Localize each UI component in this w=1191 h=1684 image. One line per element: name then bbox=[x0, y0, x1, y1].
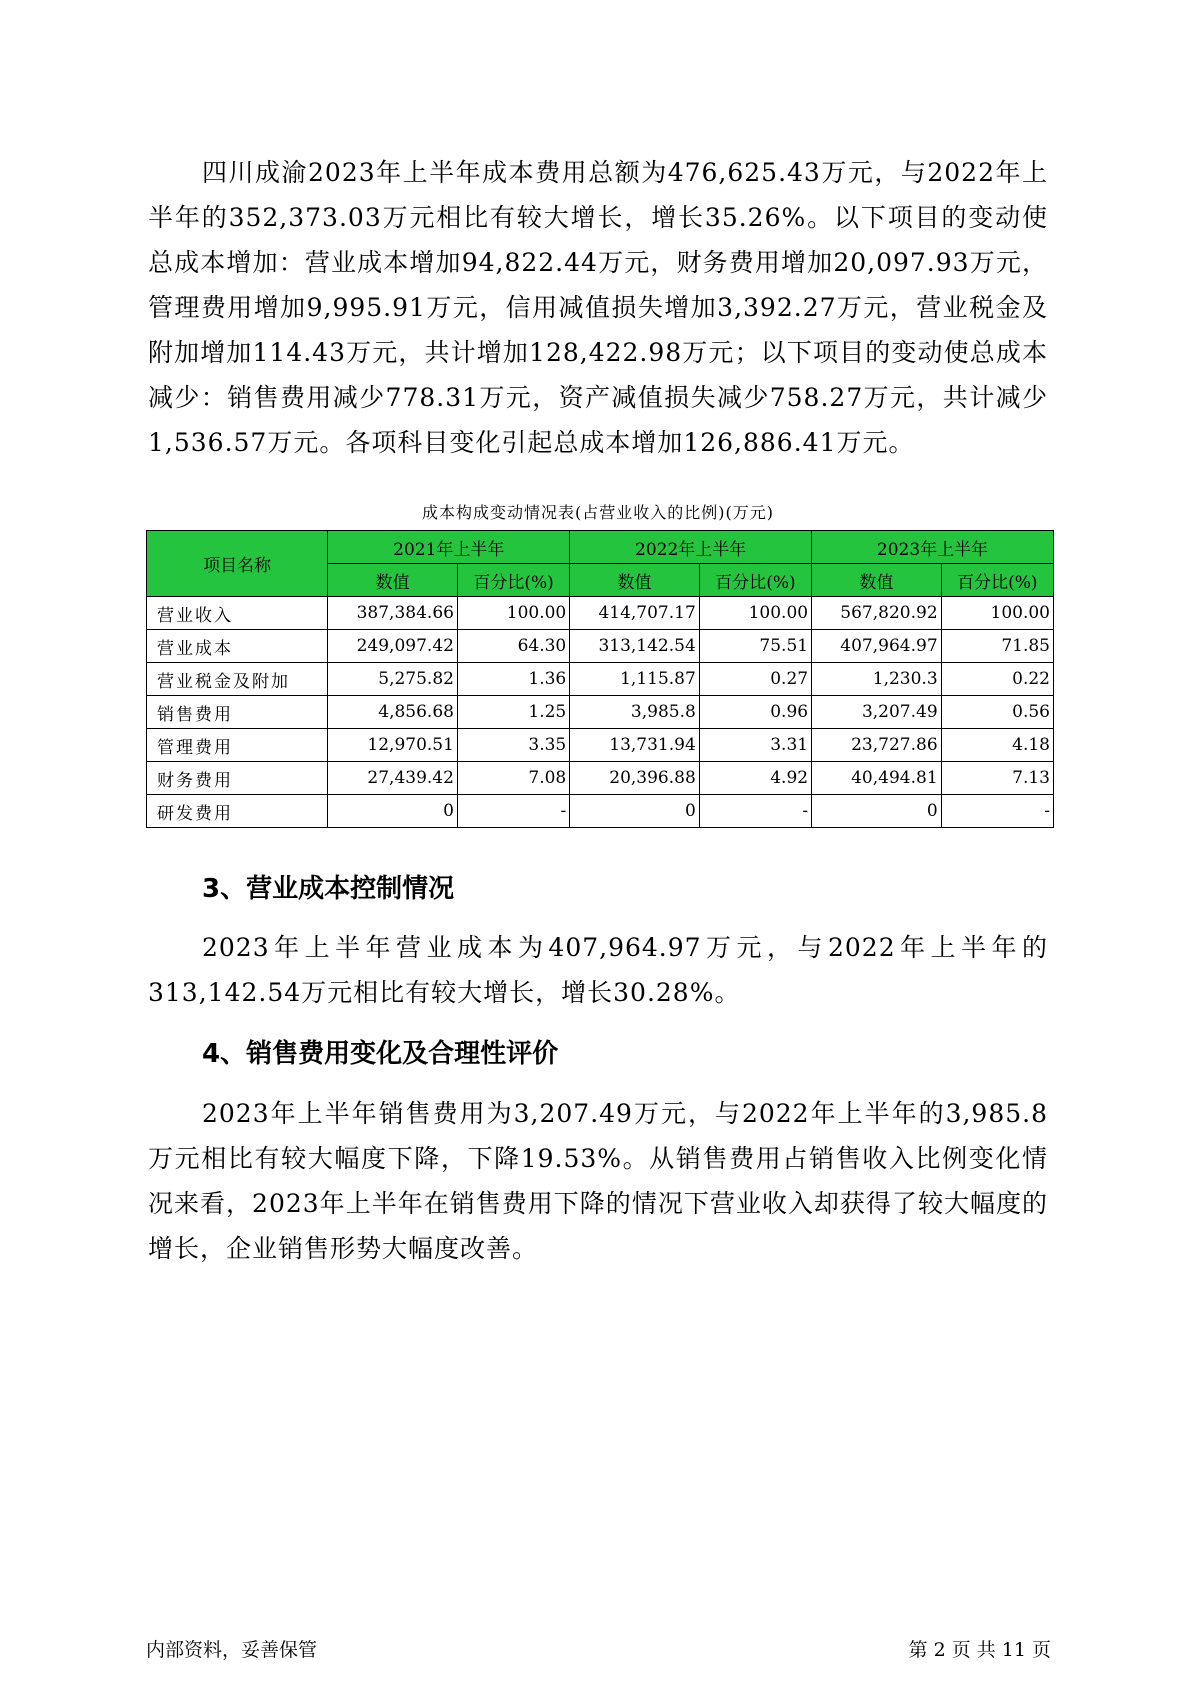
table-cell: 4.92 bbox=[699, 762, 811, 795]
table-cell: 64.30 bbox=[457, 630, 569, 663]
table-cell: 100.00 bbox=[699, 597, 811, 630]
row-label: 管理费用 bbox=[147, 729, 328, 762]
column-header-percent: 百分比(%) bbox=[457, 564, 569, 597]
column-header-period: 2022年上半年 bbox=[570, 531, 812, 564]
column-header-period: 2023年上半年 bbox=[812, 531, 1054, 564]
table-cell: - bbox=[941, 795, 1053, 828]
column-header-value: 数值 bbox=[812, 564, 942, 597]
table-cell: 249,097.42 bbox=[328, 630, 458, 663]
table-cell: 4,856.68 bbox=[328, 696, 458, 729]
table-cell: 407,964.97 bbox=[812, 630, 942, 663]
table-row bbox=[147, 597, 1054, 630]
column-header-item: 项目名称 bbox=[147, 531, 328, 597]
table-cell: 567,820.92 bbox=[812, 597, 942, 630]
table-cell: 313,142.54 bbox=[570, 630, 700, 663]
table-cell: 3,985.8 bbox=[570, 696, 700, 729]
table-cell: 1.25 bbox=[457, 696, 569, 729]
column-header-percent: 百分比(%) bbox=[941, 564, 1053, 597]
table-cell: 387,384.66 bbox=[328, 597, 458, 630]
cost-summary-paragraph: 四川成渝2023年上半年成本费用总额为476,625.43万元，与2022年上半年的352,373.03万元相比有较大增长，增长35.26%。以下项目的变动使总成本增加：营业成本增加94,822.44万元，财务费用增加20,097.93万元，管理费用增加9,995.91万元，信用减值损失增加3,392.27万元，营业税金及附加增加114.43万元，共计增加128,422.98万元；以下项目的变动使总成本减少：销售费用减少778.31万元，资产减值损失减少758.27万元，共计减少1,536.57万元。各项科目变化引起总成本增加126,886.41万元。 bbox=[148, 158, 1048, 457]
table-cell: 100.00 bbox=[457, 597, 569, 630]
row-label: 销售费用 bbox=[147, 696, 328, 729]
table-cell: 3.31 bbox=[699, 729, 811, 762]
table-cell: 23,727.86 bbox=[812, 729, 942, 762]
table-cell: 414,707.17 bbox=[570, 597, 700, 630]
table-row bbox=[147, 762, 1054, 795]
footer-page-number: 第 2 页 共 11 页 bbox=[908, 1639, 1051, 1661]
table-cell: 20,396.88 bbox=[570, 762, 700, 795]
table-cell: 0 bbox=[570, 795, 700, 828]
table-cell: 0.96 bbox=[699, 696, 811, 729]
table-cell: 1,115.87 bbox=[570, 663, 700, 696]
table-row bbox=[147, 696, 1054, 729]
table-cell: 7.08 bbox=[457, 762, 569, 795]
table-cell: - bbox=[457, 795, 569, 828]
table-cell: 27,439.42 bbox=[328, 762, 458, 795]
table-cell: 3,207.49 bbox=[812, 696, 942, 729]
table-cell: 0.56 bbox=[941, 696, 1053, 729]
row-label: 营业税金及附加 bbox=[147, 663, 328, 696]
table-cell: 40,494.81 bbox=[812, 762, 942, 795]
table-cell: 0 bbox=[328, 795, 458, 828]
table-row bbox=[147, 663, 1054, 696]
section-heading-sales-expense: 4、销售费用变化及合理性评价 bbox=[202, 1039, 559, 1069]
table-cell: 0.27 bbox=[699, 663, 811, 696]
table-cell: 3.35 bbox=[457, 729, 569, 762]
table-cell: 7.13 bbox=[941, 762, 1053, 795]
sales-expense-paragraph: 2023年上半年销售费用为3,207.49万元，与2022年上半年的3,985.8万元相比有较大幅度下降，下降19.53%。从销售费用占销售收入比例变化情况来看，2023年上半年在销售费用下降的情况下营业收入却获得了较大幅度的增长，企业销售形势大幅度改善。 bbox=[148, 1099, 1048, 1263]
column-header-period: 2021年上半年 bbox=[328, 531, 570, 564]
table-cell: 100.00 bbox=[941, 597, 1053, 630]
footer-confidential-note: 内部资料，妥善保管 bbox=[146, 1639, 318, 1661]
row-label: 营业成本 bbox=[147, 630, 328, 663]
table-header-row bbox=[147, 531, 1054, 564]
row-label: 财务费用 bbox=[147, 762, 328, 795]
table-cell: 1,230.3 bbox=[812, 663, 942, 696]
table-caption: 成本构成变动情况表(占营业收入的比例)(万元) bbox=[422, 503, 774, 522]
table-cell: 4.18 bbox=[941, 729, 1053, 762]
table-cell: 12,970.51 bbox=[328, 729, 458, 762]
table-cell: - bbox=[699, 795, 811, 828]
table-row bbox=[147, 795, 1054, 828]
section-heading-operating-cost: 3、营业成本控制情况 bbox=[202, 874, 455, 904]
table-cell: 1.36 bbox=[457, 663, 569, 696]
row-label: 营业收入 bbox=[147, 597, 328, 630]
column-header-percent: 百分比(%) bbox=[699, 564, 811, 597]
table-cell: 0 bbox=[812, 795, 942, 828]
table-cell: 71.85 bbox=[941, 630, 1053, 663]
column-header-value: 数值 bbox=[328, 564, 458, 597]
row-label: 研发费用 bbox=[147, 795, 328, 828]
operating-cost-paragraph: 2023年上半年营业成本为407,964.97万元，与2022年上半年的313,142.54万元相比有较大增长，增长30.28%。 bbox=[148, 933, 1048, 1007]
column-header-value: 数值 bbox=[570, 564, 700, 597]
table-cell: 0.22 bbox=[941, 663, 1053, 696]
cost-structure-table bbox=[146, 530, 1054, 828]
table-cell: 5,275.82 bbox=[328, 663, 458, 696]
table-row bbox=[147, 630, 1054, 663]
table-cell: 13,731.94 bbox=[570, 729, 700, 762]
table-cell: 75.51 bbox=[699, 630, 811, 663]
table-row bbox=[147, 729, 1054, 762]
